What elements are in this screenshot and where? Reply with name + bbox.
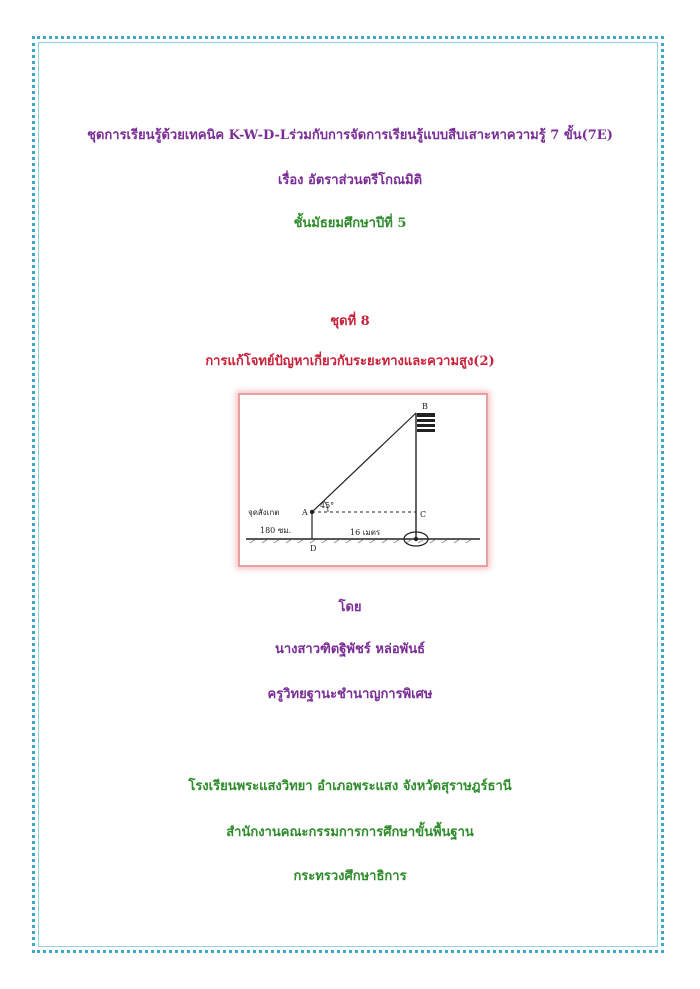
label-b: B [422,402,428,411]
ministry-name: กระทรวงศึกษาธิการ [293,869,407,884]
series-title: ชุดการเรียนรู้ด้วยเทคนิค K-W-D-Lร่วมกับการจัดการเรียนรู้แบบสืบเสาะหาความรู้ 7 ขั้น(7E) [87,128,613,143]
label-c: C [420,510,427,519]
flagpole-diagram [238,393,488,567]
angle-label: 45° [320,501,335,510]
flag-stripe-2 [417,419,435,422]
line-of-sight [312,413,416,512]
unit-number: ชุดที่ 8 [330,314,370,329]
grade-level: ชั้นมัธยมศึกษาปีที่ 5 [293,216,407,231]
flag-stripe-1 [417,413,435,417]
label-a: A [302,508,308,517]
topic-title: เรื่อง อัตราส่วนตรีโกณมิติ [277,173,423,188]
author-position: ครูวิทยฐานะชำนาญการพิเศษ [267,687,433,702]
school-name: โรงเรียนพระแสงวิทยา อำเภอพระแสง จังหวัดสุราษฎร์ธานี [188,779,512,794]
point-base [414,537,418,541]
label-d: D [310,544,317,553]
height-label: 180 ซม. [260,526,292,535]
unit-title: การแก้โจทย์ปัญหาเกี่ยวกับระยะทางและความสูง(2) [205,354,495,369]
by-label: โดย [338,600,362,615]
observer-label: จุดสังเกต [248,508,280,517]
flag-stripe-3 [417,424,435,427]
distance-label: 16 เมตร [350,528,381,537]
flag-stripe-4 [417,429,435,432]
office-name: สำนักงานคณะกรรมการการศึกษาขั้นพื้นฐาน [226,825,474,840]
flagpole-illustration [240,395,486,565]
author-name: นางสาวฑิตฐิพัชร์ หล่อพันธ์ [274,642,426,657]
